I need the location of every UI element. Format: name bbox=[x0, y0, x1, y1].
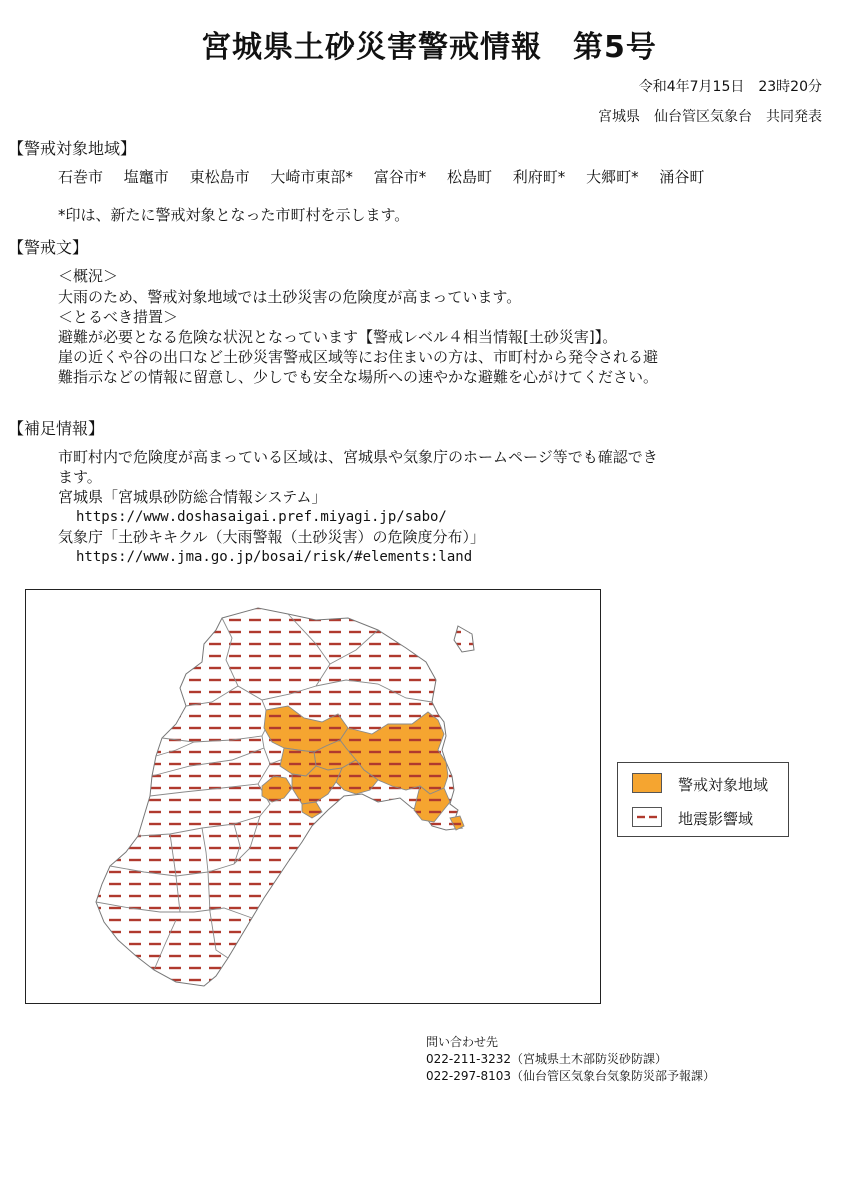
area-name: 涌谷町 bbox=[659, 168, 705, 186]
earthquake-area-legend-label: 地震影響域 bbox=[678, 810, 754, 828]
warning-area-swatch bbox=[632, 773, 662, 793]
overview-text: 大雨のため、警戒対象地域では土砂災害の危険度が高まっています。 bbox=[58, 288, 522, 306]
warning-text-heading: 【警戒文】 bbox=[8, 238, 89, 257]
area-name: 東松島市 bbox=[189, 168, 250, 186]
supplement-heading: 【補足情報】 bbox=[8, 419, 105, 438]
action-text-2: 崖の近くや谷の出口など土砂災害警戒区域等にお住まいの方は、市町村から発令される避 bbox=[58, 348, 659, 366]
jma-kikikuru-label: 気象庁「土砂キキクル（大雨警報（土砂災害）の危険度分布）」 bbox=[58, 528, 486, 546]
island bbox=[454, 626, 474, 652]
page-title: 宮城県土砂災害警戒情報 第5号 bbox=[201, 30, 657, 65]
warning-area-list bbox=[58, 166, 720, 187]
miyagi-map bbox=[26, 590, 600, 1003]
supplement-text-1: 市町村内で危険度が高まっている区域は、宮城県や気象庁のホームページ等でも確認でき bbox=[58, 448, 658, 466]
area-name: 松島町 bbox=[446, 168, 492, 186]
overview-label: ＜概況＞ bbox=[58, 267, 119, 285]
area-name: 富谷市* bbox=[373, 168, 427, 186]
action-label: ＜とるべき措置＞ bbox=[58, 308, 179, 326]
warning-area-legend-label: 警戒対象地域 bbox=[678, 776, 769, 794]
contact-jma: 022-297-8103（仙台管区気象台気象防災部予報課） bbox=[426, 1069, 716, 1083]
area-name: 利府町* bbox=[512, 168, 566, 186]
area-name: 塩竈市 bbox=[123, 168, 169, 186]
contact-heading: 問い合わせ先 bbox=[426, 1035, 499, 1049]
area-name: 大崎市東部* bbox=[270, 168, 353, 186]
miyagi-sabo-link[interactable]: https://www.doshasaigai.pref.miyagi.jp/sabo/ bbox=[76, 509, 447, 525]
issued-by: 宮城県 仙台管区気象台 共同発表 bbox=[598, 109, 822, 125]
contact-prefecture: 022-211-3232（宮城県土木部防災砂防課） bbox=[426, 1052, 668, 1066]
warning-area-heading: 【警戒対象地域】 bbox=[8, 139, 137, 158]
supplement-text-2: ます。 bbox=[58, 468, 102, 486]
jma-risk-link[interactable]: https://www.jma.go.jp/bosai/risk/#elements:land bbox=[76, 549, 473, 565]
action-text-3: 難指示などの情報に留意し、少しでも安全な場所への速やかな避難を心がけてください。 bbox=[58, 368, 659, 386]
area-name: 石巻市 bbox=[58, 168, 104, 186]
earthquake-area-swatch bbox=[632, 807, 662, 827]
miyagi-system-label: 宮城県「宮城県砂防総合情報システム」 bbox=[58, 488, 327, 506]
issued-datetime: 令和4年7月15日 23時20分 bbox=[638, 79, 822, 95]
warning-area-map bbox=[25, 589, 601, 1004]
area-name: 大郷町* bbox=[586, 168, 639, 186]
map-legend bbox=[617, 762, 789, 837]
action-text-1: 避難が必要となる危険な状況となっています【警戒レベル４相当情報[土砂災害]】。 bbox=[58, 328, 618, 346]
new-area-note: *印は、新たに警戒対象となった市町村を示します。 bbox=[58, 206, 410, 224]
